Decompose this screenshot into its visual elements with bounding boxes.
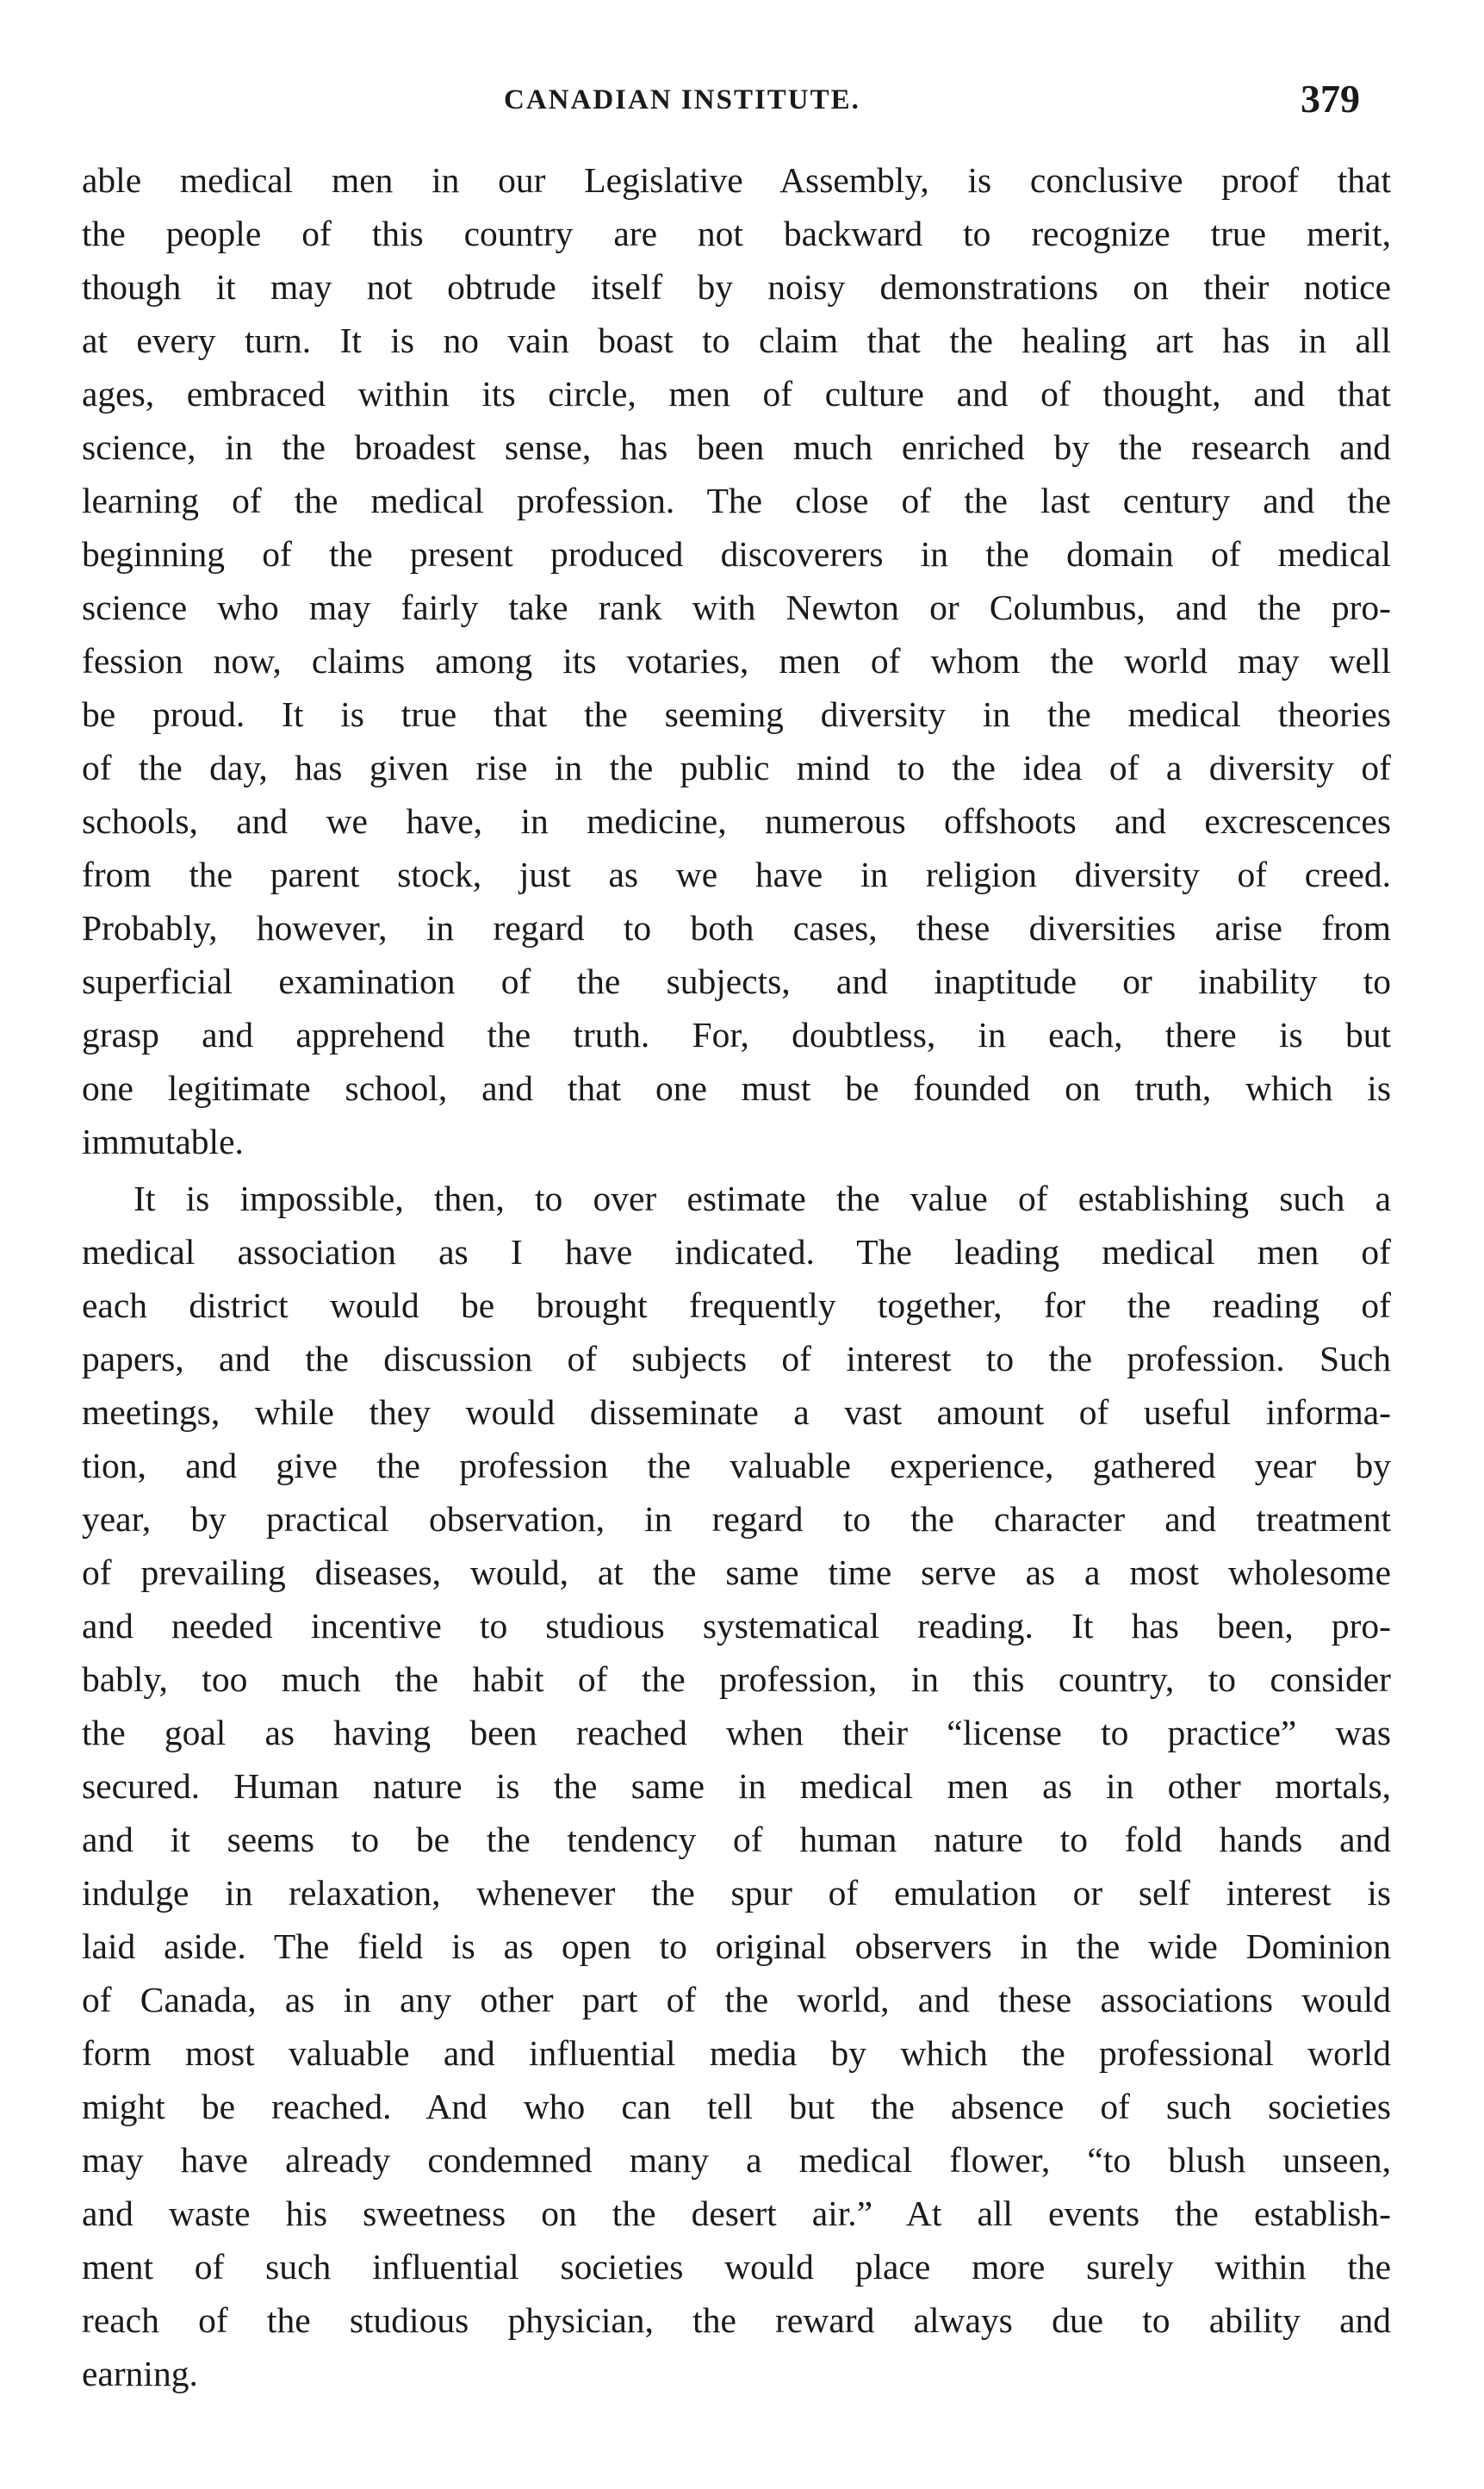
text-line: meetings, while they would disseminate a vast amount of useful informa- — [82, 1392, 1391, 1432]
text-line: each district would be brought frequently together, for the reading of — [82, 1285, 1391, 1325]
text-line: the people of this country are not backward to recognize true merit, — [82, 214, 1391, 253]
text-line: grasp and apprehend the truth. For, doubtless, in each, there is but — [82, 1015, 1391, 1055]
text-line: beginning of the present produced discoverers in the domain of medical — [82, 534, 1391, 574]
text-line: though it may not obtrude itself by noisy demonstrations on their notice — [82, 267, 1391, 307]
text-line: schools, and we have, in medicine, numerous offshoots and excrescences — [82, 801, 1391, 841]
text-line: science who may fairly take rank with Newton or Columbus, and the pro- — [82, 588, 1391, 627]
text-line: might be reached. And who can tell but the absence of such societies — [82, 2087, 1391, 2126]
running-title: CANADIAN INSTITUTE. — [504, 84, 860, 115]
text-line: form most valuable and influential media by which the professional world — [82, 2033, 1391, 2073]
text-line: tion, and give the profession the valuable experience, gathered year by — [82, 1446, 1391, 1485]
text-line: Probably, however, in regard to both cases, these diversities arise from — [82, 908, 1391, 948]
text-line: science, in the broadest sense, has been much enriched by the research and — [82, 427, 1391, 467]
text-line: bably, too much the habit of the profession, in this country, to consider — [82, 1659, 1391, 1699]
text-line: year, by practical observation, in regard to the character and treatment — [82, 1499, 1391, 1539]
text-line: from the parent stock, just as we have in religion diversity of creed. — [82, 855, 1391, 894]
text-line: immutable. — [82, 1122, 244, 1161]
text-line: at every turn. It is no vain boast to claim that the healing art has in all — [82, 320, 1391, 360]
body-text — [82, 153, 1391, 2400]
text-line: the goal as having been reached when their “license to practice” was — [82, 1713, 1391, 1752]
text-line: laid aside. The field is as open to original observers in the wide Dominion — [82, 1926, 1391, 1966]
text-line: one legitimate school, and that one must be founded on truth, which is — [82, 1068, 1391, 1108]
paragraph-1 — [82, 153, 1391, 1168]
text-line: and it seems to be the tendency of human nature to fold hands and — [82, 1820, 1391, 1859]
text-line: and needed incentive to studious systematical reading. It has been, pro- — [82, 1606, 1391, 1646]
text-line: learning of the medical profession. The close of the last century and the — [82, 481, 1391, 520]
text-line: of Canada, as in any other part of the world, and these associations would — [82, 1980, 1391, 2019]
text-line: may have already condemned many a medical flower, “to blush unseen, — [82, 2140, 1391, 2180]
text-line: It is impossible, then, to over estimate the value of establishing such a — [133, 1179, 1391, 1218]
text-line: secured. Human nature is the same in medical men as in other mortals, — [82, 1766, 1391, 1806]
text-line: earning. — [82, 2354, 198, 2393]
paragraph-2 — [82, 1172, 1391, 2400]
page-number: 379 — [1301, 77, 1360, 121]
text-line: ment of such influential societies would place more surely within the — [82, 2247, 1391, 2287]
text-line: and waste his sweetness on the desert air.” At all events the establish- — [82, 2193, 1391, 2233]
text-line: indulge in relaxation, whenever the spur of emulation or self interest is — [82, 1873, 1391, 1913]
text-line: ages, embraced within its circle, men of culture and of thought, and that — [82, 374, 1391, 414]
text-line: fession now, claims among its votaries, men of whom the world may well — [82, 641, 1391, 681]
text-line: of prevailing diseases, would, at the same time serve as a most wholesome — [82, 1553, 1391, 1592]
text-line: reach of the studious physician, the reward always due to ability and — [82, 2300, 1391, 2340]
text-line: superficial examination of the subjects, and inaptitude or inability to — [82, 961, 1391, 1001]
text-line: be proud. It is true that the seeming diversity in the medical theories — [82, 694, 1391, 734]
text-line: papers, and the discussion of subjects of interest to the profession. Such — [82, 1339, 1391, 1378]
text-line: of the day, has given rise in the public mind to the idea of a diversity of — [82, 748, 1391, 787]
text-line: medical association as I have indicated. The leading medical men of — [82, 1232, 1391, 1272]
text-line: able medical men in our Legislative Assembly, is conclusive proof that — [82, 160, 1391, 200]
running-header — [0, 76, 1484, 128]
